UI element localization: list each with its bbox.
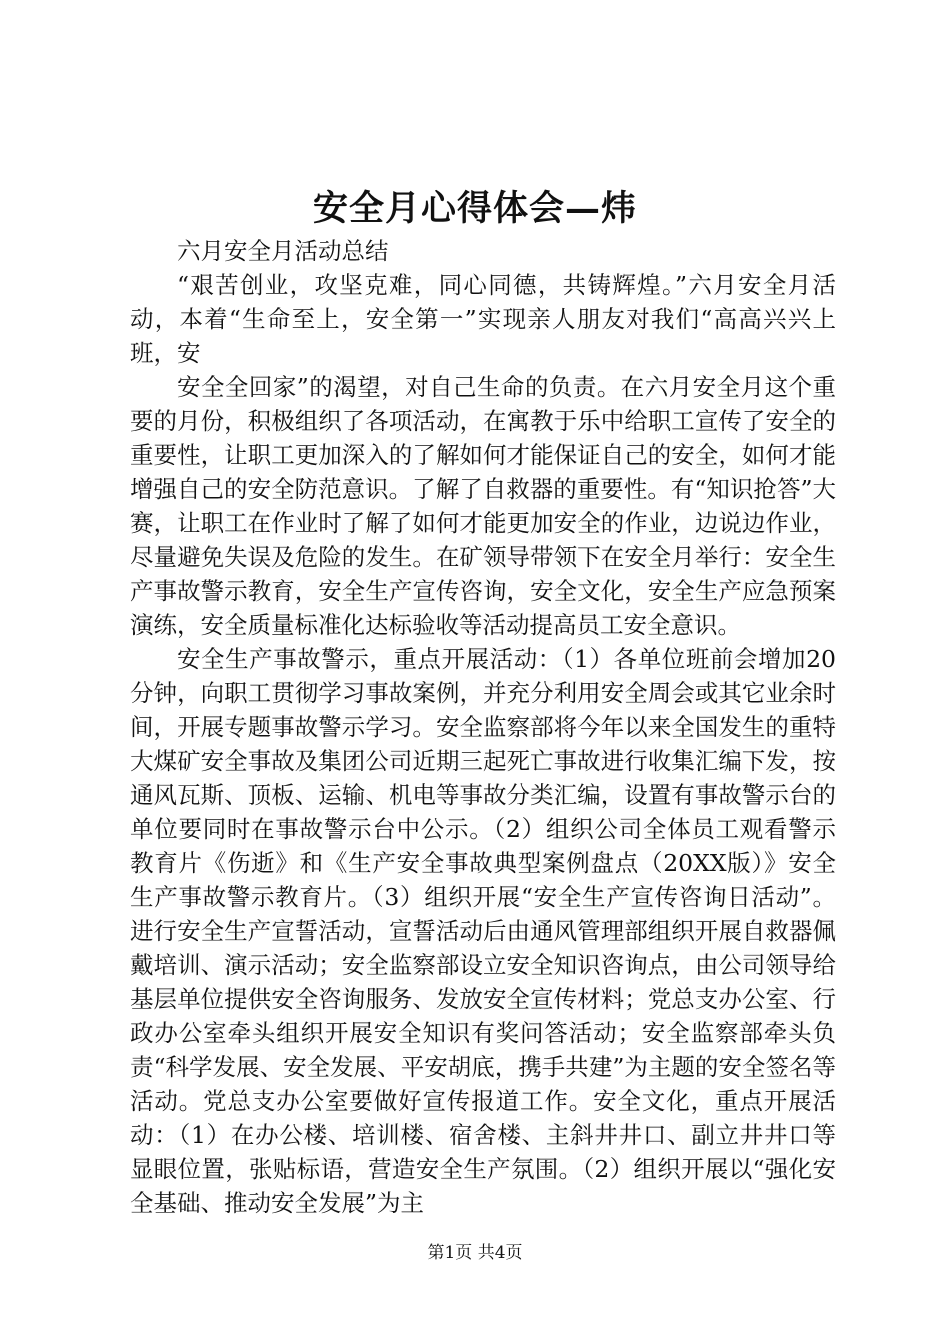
page-number-footer: 第1页 共4页 xyxy=(427,1243,523,1263)
paragraph-heading: 六月安全月活动总结 xyxy=(177,237,389,265)
paragraph-accident-warning: 安全生产事故警示，重点开展活动：（1）各单位班前会增加20分钟，向职工贯彻学习事故案例，并充分利用安全周会或其它业余时间，开展专题事故警示学习。安全监察部将今年以来全国发生的重特大煤矿安全事故及集团公司近期三起死亡事故进行收集汇编下发，按通风瓦斯、顶板、运输、机电等事故分类汇编，设置有事故警示台的单位要同时在事故警示台中公示。（2）组织公司全体员工观看警示教育片《伤逝》和《生产安全事故典型案例盘点（20XX版）》安全生产事故警示教育片。（3）组织开展“安全生产宣传咨询日活动”。进行安全生产宣誓活动，宣誓活动后由通风管理部组织开展自救器佩戴培训、演示活动；安全监察部设立安全知识咨询点，由公司领导给基层单位提供安全咨询服务、发放安全宣传材料；党总支办公室、行政办公室牵头组织开展安全知识有奖问答活动；安全监察部牵头负责“科学发展、安全发展、平安胡底，携手共建”为主题的安全签名等活动。党总支办公室要做好宣传报道工作。安全文化，重点开展活动：（1）在办公楼、培训楼、宿舍楼、主斜井井口、副立井井口等显眼位置，张贴标语，营造安全生产氛围。（2）组织开展以“强化安全基础、推动安全发展”为主 xyxy=(130,645,836,1217)
paragraph-intro: “艰苦创业，攻坚克难，同心同德，共铸辉煌。”六月安全月活动，本着“生命至上，安全第一”实现亲人朋友对我们“高高兴兴上班，安 xyxy=(130,271,836,367)
paragraph-activities: 安全全回家”的渴望，对自己生命的负责。在六月安全月这个重要的月份，积极组织了各项活动，在寓教于乐中给职工宣传了安全的重要性，让职工更加深入的了解如何才能保证自己的安全，如何才能增强自己的安全防范意识。了解了自救器的重要性。有“知识抢答”大赛，让职工在作业时了解了如何才能更加安全的作业，边说边作业，尽量避免失误及危险的发生。在矿领导带领下在安全月举行：安全生产事故警示教育，安全生产宣传咨询，安全文化，安全生产应急预案演练，安全质量标准化达标验收等活动提高员工安全意识。 xyxy=(130,373,836,639)
document-title: 安全月心得体会—炜 xyxy=(312,188,637,229)
document-body xyxy=(130,234,836,1220)
